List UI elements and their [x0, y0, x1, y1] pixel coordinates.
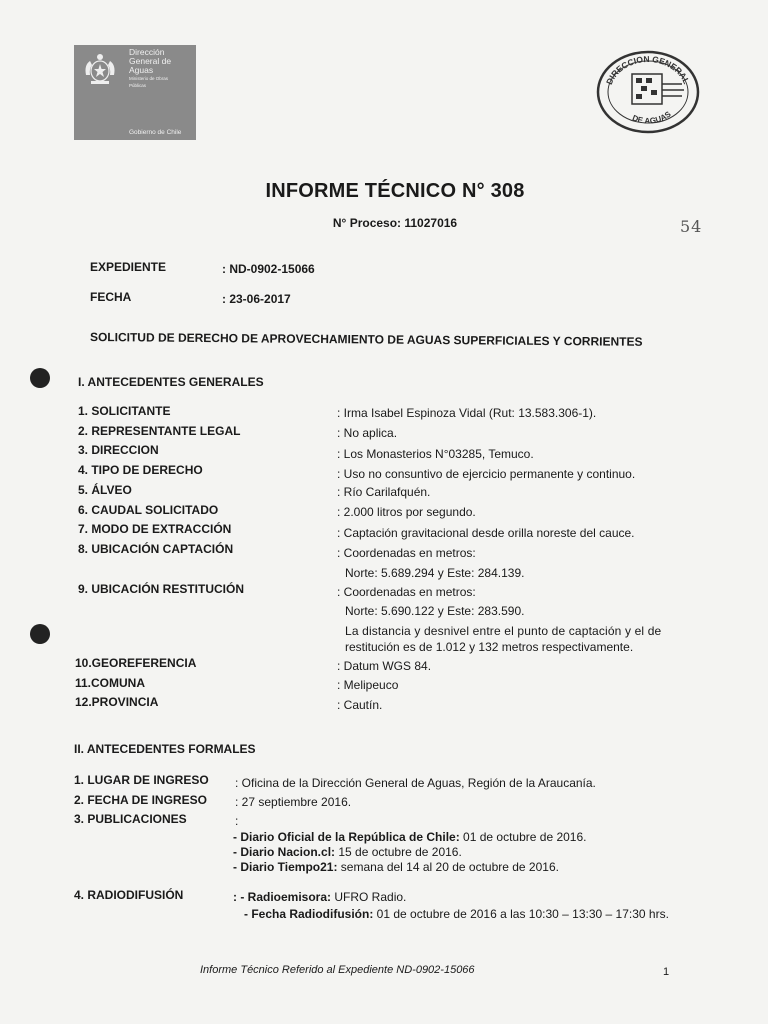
- field-value: : Coordenadas en metros:: [337, 585, 476, 599]
- field-label: 3. DIRECCION: [78, 443, 159, 457]
- section-1-heading: I. ANTECEDENTES GENERALES: [78, 375, 264, 389]
- publication-date: semana del 14 al 20 de octubre de 2016.: [337, 860, 559, 874]
- field-label: 10.GEOREFERENCIA: [75, 656, 197, 670]
- field-label: 4. RADIODIFUSIÓN: [74, 888, 184, 902]
- publication-entry: [233, 845, 462, 859]
- logo-line: General de: [129, 56, 172, 66]
- field-label: 2. FECHA DE INGRESO: [74, 793, 207, 807]
- publication-name: - Diario Nacion.cl:: [233, 845, 336, 859]
- handwritten-page-number: 54: [680, 217, 703, 236]
- field-label: 1. LUGAR DE INGRESO: [74, 773, 209, 787]
- radio-station-label: : - Radioemisora:: [233, 890, 332, 904]
- punch-hole: [30, 624, 50, 644]
- field-label: 3. PUBLICACIONES: [74, 812, 187, 826]
- field-label: 4. TIPO DE DERECHO: [78, 463, 203, 477]
- publication-entry: [233, 860, 559, 874]
- field-label: 9. UBICACIÓN RESTITUCIÓN: [78, 582, 245, 596]
- logo-ministry: Públicas: [129, 82, 147, 88]
- publication-entry: [233, 830, 587, 844]
- page-footer: Informe Técnico Referido al Expediente ND-0902-15066: [200, 964, 475, 976]
- section-2-heading: II. ANTECEDENTES FORMALES: [74, 742, 256, 756]
- field-value-continued: restitución es de 1.012 y 132 metros respectivamente.: [345, 640, 634, 654]
- radio-line-1: [233, 890, 406, 904]
- fecha-label: FECHA: [90, 290, 132, 304]
- report-title: INFORME TÉCNICO N° 308: [265, 180, 525, 202]
- field-value: : Los Monasterios N°03285, Temuco.: [337, 447, 534, 461]
- field-value: : 27 septiembre 2016.: [235, 795, 352, 809]
- field-label: 12.PROVINCIA: [75, 695, 159, 709]
- field-value: : Captación gravitacional desde orilla noreste del cauce.: [337, 526, 635, 540]
- dga-stamp-icon: [596, 50, 700, 134]
- publication-name: - Diario Oficial de la República de Chile:: [233, 830, 460, 844]
- field-label: 5. ÁLVEO: [78, 483, 132, 497]
- logo-footer: Gobierno de Chile: [129, 129, 182, 136]
- logo-text: [129, 48, 171, 88]
- radio-date-label: - Fecha Radiodifusión:: [244, 907, 374, 921]
- process-number: N° Proceso: 11027016: [332, 216, 458, 230]
- page-number: 1: [663, 966, 670, 978]
- field-label: 7. MODO DE EXTRACCIÓN: [78, 522, 232, 536]
- chile-coat-of-arms-icon: [80, 51, 120, 87]
- publication-name: - Diario Tiempo21:: [233, 860, 338, 874]
- stamp-top-text: DIRECCION GENERAL: [603, 53, 692, 87]
- field-value: : 2.000 litros por segundo.: [337, 505, 476, 519]
- field-value: : Río Carilafquén.: [337, 485, 431, 499]
- field-value-continued: Norte: 5.689.294 y Este: 284.139.: [345, 566, 525, 580]
- expediente-label: EXPEDIENTE: [90, 260, 167, 274]
- field-colon: :: [235, 814, 239, 828]
- fecha-value: : 23-06-2017: [222, 292, 291, 306]
- field-value-continued: Norte: 5.690.122 y Este: 283.590.: [345, 604, 525, 618]
- radio-line-2: [244, 907, 669, 921]
- field-value: : Cautín.: [337, 698, 383, 712]
- stamp-bottom-text: DE AGUAS: [630, 109, 673, 126]
- punch-hole: [30, 368, 50, 388]
- logo-line: Aguas: [129, 65, 154, 75]
- radio-station-value: UFRO Radio.: [331, 890, 407, 904]
- field-value: : Coordenadas en metros:: [337, 546, 476, 560]
- logo-line: Dirección: [129, 47, 165, 57]
- field-value: : Oficina de la Dirección General de Aguas, Región de la Araucanía.: [235, 776, 596, 790]
- field-label: 1. SOLICITANTE: [78, 404, 171, 418]
- field-value: : Datum WGS 84.: [337, 659, 432, 673]
- field-value: : No aplica.: [337, 426, 398, 440]
- logo-ministry: Ministerio de Obras: [129, 76, 169, 81]
- field-label: 8. UBICACIÓN CAPTACIÓN: [78, 542, 234, 556]
- solicitud-title: SOLICITUD DE DERECHO DE APROVECHAMIENTO DE AGUAS SUPERFICIALES Y CORRIENTES: [89, 330, 643, 349]
- radio-date-value: 01 de octubre de 2016 a las 10:30 – 13:30 – 17:30 hrs.: [373, 907, 669, 921]
- dga-logo: [74, 45, 196, 140]
- field-label: 11.COMUNA: [75, 676, 146, 690]
- field-value-continued: La distancia y desnivel entre el punto de captación y el de: [345, 624, 662, 638]
- field-value: : Uso no consuntivo de ejercicio permanente y continuo.: [337, 467, 636, 481]
- field-label: 2. REPRESENTANTE LEGAL: [78, 424, 241, 438]
- publication-date: 01 de octubre de 2016.: [459, 830, 587, 844]
- field-value: : Irma Isabel Espinoza Vidal (Rut: 13.583.306-1).: [337, 406, 597, 420]
- publication-date: 15 de octubre de 2016.: [335, 845, 462, 859]
- expediente-value: : ND-0902-15066: [222, 262, 315, 276]
- field-value: : Melipeuco: [337, 678, 399, 692]
- field-label: 6. CAUDAL SOLICITADO: [78, 503, 219, 517]
